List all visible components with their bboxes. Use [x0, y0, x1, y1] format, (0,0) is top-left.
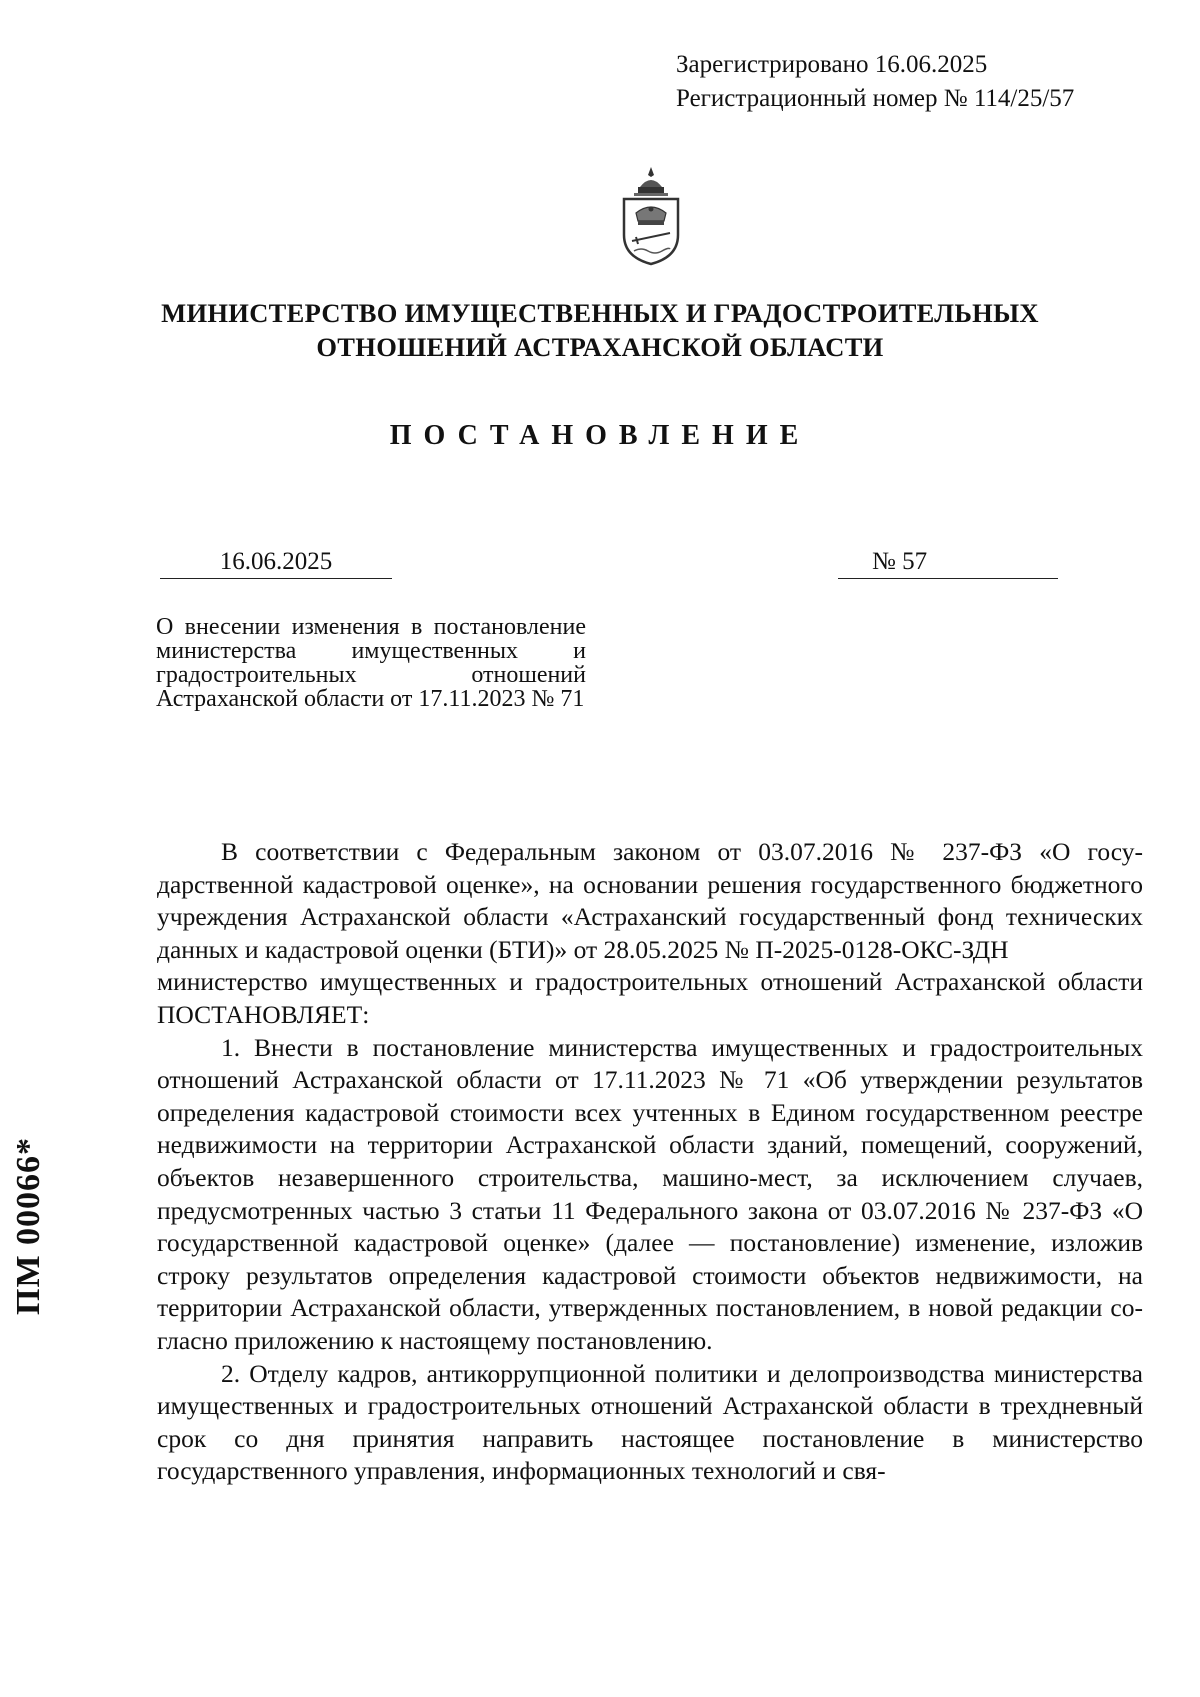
paragraph-resolution: министерство имущественных и градостроительных отношений Астраханской области ПОСТАНОВЛЯЕТ: — [157, 967, 1143, 1029]
document-type: ПОСТАНОВЛЕНИЕ — [389, 420, 811, 451]
registration-number: Регистрационный номер № 114/25/57 — [676, 85, 1075, 112]
registration-date: Зарегистрировано 16.06.2025 — [676, 51, 988, 78]
document-subject: О внесении изменения в постановление министерства имущественных и градостроительных отношений Астраханской области от 17.11.2023 № 71 — [156, 614, 586, 712]
document-date: 16.06.2025 — [160, 548, 392, 579]
paragraph-item-2: 2. Отделу кадров, антикоррупционной политики и делопроизводства министерства имущественных и градостроительных отношений Астраханской области в трехдневный срок со дня принятия направить настоящее постановление в министерство государственного управления, информационных технологий и свя- — [157, 1358, 1143, 1486]
ministry-name — [100, 296, 1100, 364]
paragraph-item-1: 1. Внести в постановление министерства имущественных и градостроительных отношений Астраханской области от 17.11.2023 № 71 «Об утверждении результатов определения кадастровой стоимости всех учтенных в Едином государственном реестре недвижимости на территории Астраханской области зданий, помещений, сооружений, объектов незавершенного строительства, машино-мест, за исключением случаев, предусмотренных частью 3 статьи 11 Федерального закона от 03.07.2016 № 237-ФЗ «О государственной кадастровой оценке» (далее — постановление) изменение, изложив строку результатов определения кадастровой стоимости объектов недвижимости, на территории Астраханской области, утвержденных постановлением, в новой редакции согласно приложению к настоящему постановлению. — [157, 1032, 1143, 1355]
paragraph-preamble: В соответствии с Федеральным законом от 03.07.2016 № 237-ФЗ «О государственной кадастровой оценке», на основании решения государственного бюджетного учреждения Астраханской области «Астраханский государственный фонд технических данных и кадастровой оценки (БТИ)» от 28.05.2025 № П-2025-0128-ОКС-ЗДН — [157, 837, 1143, 964]
side-stamp: ПМ 00066* — [10, 1136, 47, 1315]
document-number: № 57 — [838, 548, 1058, 579]
registration-stamp — [676, 48, 1074, 116]
ministry-name-line2: ОТНОШЕНИЙ АСТРАХАНСКОЙ ОБЛАСТИ — [316, 332, 884, 362]
ministry-name-line1: МИНИСТЕРСТВО ИМУЩЕСТВЕННЫХ И ГРАДОСТРОИТЕЛЬНЫХ — [161, 298, 1039, 328]
astrakhan-coat-of-arms-icon — [614, 165, 688, 267]
document-body — [157, 836, 1143, 1488]
